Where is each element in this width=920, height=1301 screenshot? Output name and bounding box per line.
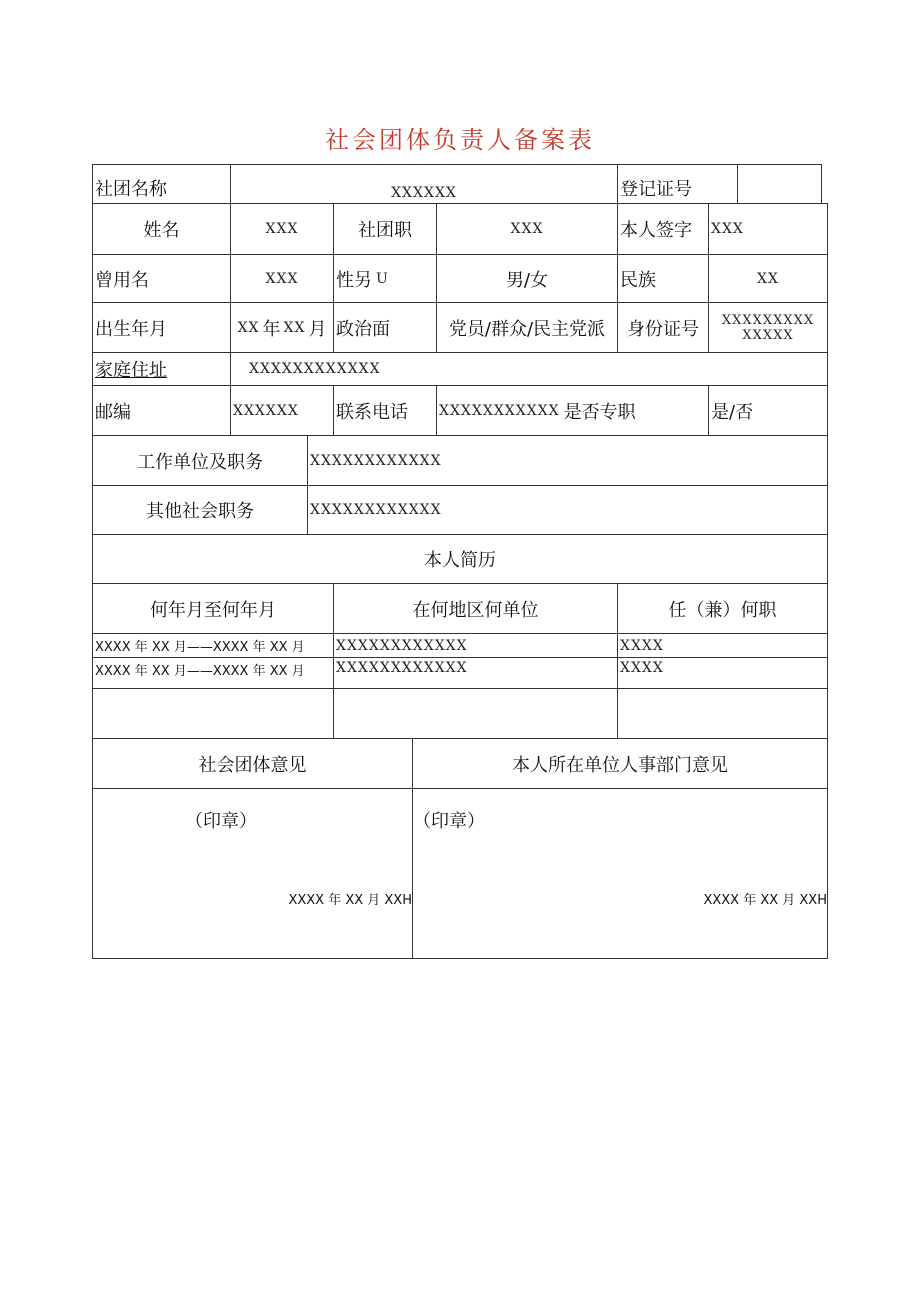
- work-label: 工作单位及职务: [92, 435, 308, 486]
- hr-date: XXXX 年 XX 月 XXH: [703, 893, 827, 908]
- org-name-label: 社团名称: [92, 164, 231, 204]
- political-label: 政治面: [333, 302, 437, 353]
- resume-blank-unit[interactable]: [333, 688, 618, 739]
- position-field[interactable]: XXX: [436, 203, 618, 255]
- signature-label: 本人签字: [617, 203, 709, 255]
- postcode-field[interactable]: XXXXXX: [230, 385, 334, 436]
- resume-row-2-unit[interactable]: XXXXXXXXXXXX: [333, 657, 618, 689]
- birth-year-unit: 年: [262, 318, 281, 340]
- ethnic-field[interactable]: XX: [708, 254, 828, 303]
- hr-opinion-box[interactable]: [412, 788, 828, 959]
- address-field[interactable]: XXXXXXXXXXXX: [230, 352, 828, 386]
- gender-field[interactable]: 男/女: [436, 254, 618, 303]
- gender-label-cell: [333, 254, 437, 303]
- former-name-field[interactable]: XXX: [230, 254, 334, 303]
- id-value-line1: XXXXXXXXX: [721, 312, 815, 328]
- resume-col-period: 何年月至何年月: [92, 583, 334, 634]
- resume-row-2-period[interactable]: XXXX 年 XX 月——XXXX 年 XX 月: [92, 657, 334, 689]
- id-value-line2: XXXXX: [742, 327, 794, 343]
- page-title: 社会团体负责人备案表: [325, 126, 595, 154]
- address-label: 家庭住址: [95, 360, 167, 381]
- name-label: 姓名: [92, 203, 231, 255]
- name-field[interactable]: XXX: [230, 203, 334, 255]
- birth-field[interactable]: [230, 302, 334, 353]
- phone-label: 联系电话: [333, 385, 437, 436]
- phone-field[interactable]: XXXXXXXXXXX: [439, 402, 560, 419]
- signature-field[interactable]: XXX: [708, 203, 828, 255]
- hr-seal: （印章）: [413, 811, 485, 832]
- birth-label: 出生年月: [92, 302, 231, 353]
- fulltime-label: 是否专职: [563, 401, 636, 423]
- hr-opinion-label: 本人所在单位人事部门意见: [412, 738, 828, 789]
- org-date: XXXX 年 XX 月 XXH: [288, 893, 412, 908]
- org-seal: （印章）: [185, 811, 257, 832]
- fulltime-field[interactable]: 是/否: [708, 385, 828, 436]
- reg-no-label: 登记证号: [617, 164, 738, 204]
- resume-row-1-role[interactable]: XXXX: [617, 633, 828, 658]
- resume-col-role: 任（兼）何职: [617, 583, 828, 634]
- org-opinion-label: 社会团体意见: [92, 738, 413, 789]
- phone-row-cell: [436, 385, 709, 436]
- resume-row-1-period[interactable]: XXXX 年 XX 月——XXXX 年 XX 月: [92, 633, 334, 658]
- resume-heading: 本人简历: [92, 534, 828, 584]
- org-name-field[interactable]: XXXXXX: [230, 164, 618, 204]
- other-label: 其他社会职务: [92, 485, 308, 535]
- resume-row-1-unit[interactable]: XXXXXXXXXXXX: [333, 633, 618, 658]
- gender-label: 性另: [336, 269, 372, 291]
- resume-row-2-role[interactable]: XXXX: [617, 657, 828, 689]
- former-name-label: 曾用名: [92, 254, 231, 303]
- org-opinion-box[interactable]: [92, 788, 413, 959]
- id-label: 身份证号: [617, 302, 709, 353]
- postcode-label: 邮编: [92, 385, 231, 436]
- address-label-cell: [92, 352, 231, 386]
- work-field[interactable]: XXXXXXXXXXXX: [307, 435, 828, 486]
- ethnic-label: 民族: [617, 254, 709, 303]
- resume-col-unit: 在何地区何单位: [333, 583, 618, 634]
- other-field[interactable]: XXXXXXXXXXXX: [307, 485, 828, 535]
- birth-month-unit: 月: [308, 318, 327, 340]
- reg-no-field[interactable]: [737, 164, 822, 204]
- id-field[interactable]: [708, 302, 828, 353]
- birth-month: XX: [283, 319, 306, 336]
- resume-blank-period[interactable]: [92, 688, 334, 739]
- gender-mark: U: [376, 270, 389, 287]
- political-field[interactable]: 党员/群众/民主党派: [436, 302, 618, 353]
- resume-blank-role[interactable]: [617, 688, 828, 739]
- birth-year: XX: [237, 319, 260, 336]
- position-label: 社团职: [333, 203, 437, 255]
